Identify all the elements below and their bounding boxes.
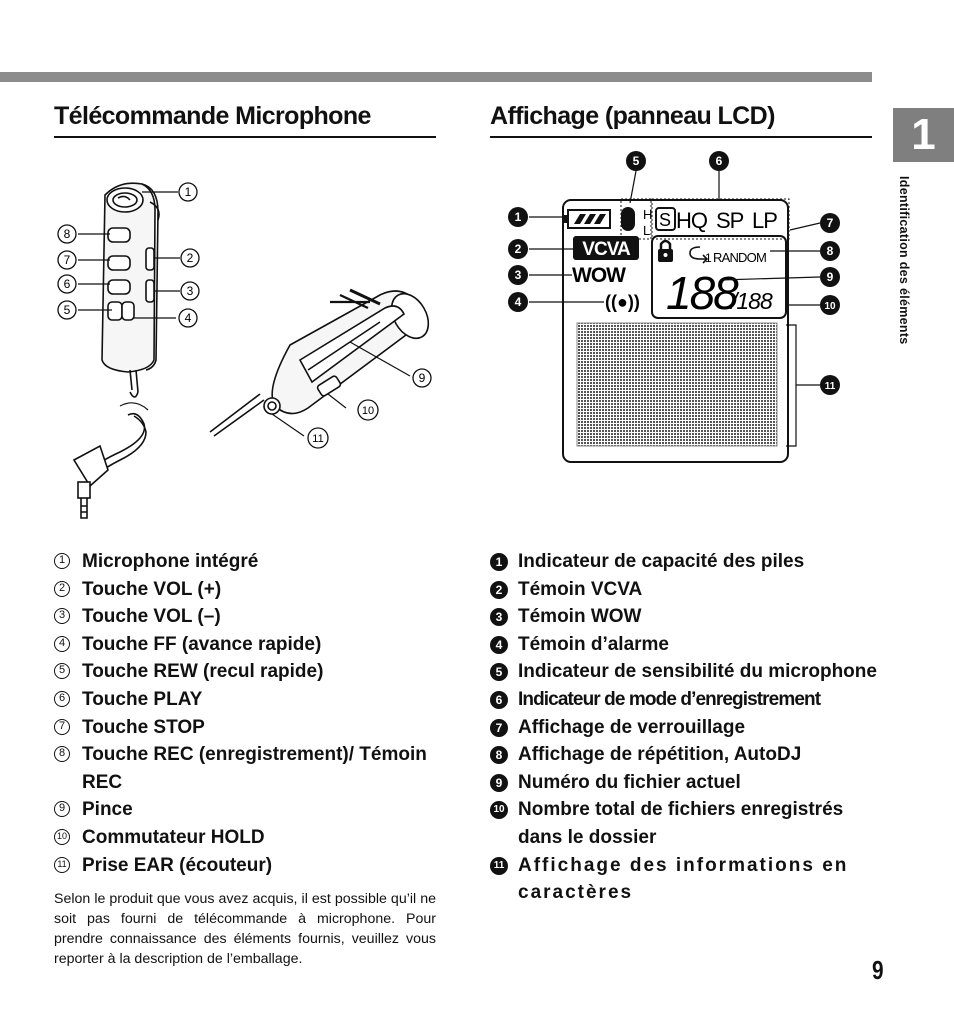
svg-text:11: 11 — [824, 381, 836, 392]
lcd-callout-6 — [709, 151, 729, 171]
svg-text:4: 4 — [514, 295, 522, 309]
lcd-callout-3 — [508, 265, 528, 285]
svg-text:7: 7 — [63, 253, 71, 267]
vol-up-shape — [146, 248, 154, 270]
svg-text:2: 2 — [186, 251, 194, 265]
callout-2 — [181, 249, 199, 267]
svg-text:6: 6 — [63, 277, 71, 291]
list-item: 3 Témoin WOW — [490, 603, 880, 631]
remote-cable — [130, 370, 138, 392]
list-item: 8 Affichage de répétition, AutoDJ — [490, 741, 880, 769]
svg-text:5: 5 — [63, 303, 71, 317]
svg-text:3: 3 — [186, 284, 194, 298]
list-item: 7 Affichage de verrouillage — [490, 714, 880, 742]
svg-text:4: 4 — [184, 311, 192, 325]
svg-text:HQ: HQ — [676, 208, 707, 233]
callout-10 — [358, 400, 378, 420]
svg-text:8: 8 — [826, 244, 834, 258]
lcd-callout-7 — [820, 213, 840, 233]
heading-rule-right — [490, 136, 872, 138]
ear-jack-shape — [264, 398, 280, 414]
page-number: 9 — [872, 955, 884, 985]
availability-note: Selon le produit que vous avez acquis, il est possible qu’il ne soit pas fourni de télécommande à microphone. Pour prendre connaissance des éléments fournis, veuillez vous reporter à la description de l’emballage. — [54, 891, 436, 967]
lcd-panel-illustration — [500, 145, 860, 470]
svg-text:6: 6 — [715, 154, 723, 168]
heading-rule-left — [54, 136, 436, 138]
lcd-callout-1 — [508, 207, 528, 227]
svg-text:9: 9 — [418, 371, 426, 385]
remote-mic-heading: Télécommande Microphone — [54, 102, 371, 130]
svg-text:LP: LP — [752, 208, 777, 233]
callout-11 — [308, 428, 328, 448]
list-item: 4 Témoin d’alarme — [490, 631, 880, 659]
alarm-indicator: ((●)) — [605, 292, 640, 312]
rec-button-shape — [108, 228, 130, 242]
list-item: 9 Pince — [54, 796, 454, 824]
svg-text:11: 11 — [312, 433, 324, 445]
callout-3 — [181, 282, 199, 300]
lcd-callout-10 — [820, 295, 840, 315]
svg-text:1: 1 — [514, 210, 522, 224]
remote-plug — [74, 446, 108, 486]
lcd-heading: Affichage (panneau LCD) — [490, 102, 775, 130]
callout-9 — [413, 369, 431, 387]
lcd-callout-11 — [820, 375, 840, 395]
svg-text:10: 10 — [361, 405, 375, 417]
vol-down-shape — [146, 280, 154, 302]
stop-button-shape — [108, 256, 130, 270]
svg-text:1: 1 — [184, 185, 192, 199]
svg-text:2: 2 — [514, 242, 522, 256]
svg-text:10: 10 — [824, 301, 836, 312]
svg-text:S: S — [659, 210, 672, 230]
remote-parts-list — [54, 548, 454, 879]
lcd-callout-5 — [626, 151, 646, 171]
svg-text:9: 9 — [826, 270, 834, 284]
list-item: 2 Touche VOL (+) — [54, 576, 454, 604]
svg-text:SP: SP — [716, 208, 744, 233]
list-item: 5 Touche REW (recul rapide) — [54, 658, 454, 686]
list-item: 6 Indicateur de mode d’enregistrement — [490, 686, 880, 714]
list-item: 11 Prise EAR (écouteur) — [54, 852, 454, 880]
list-item: 2 Témoin VCVA — [490, 576, 880, 604]
list-item: 10 Nombre total de fichiers enregistrés dans le dossier — [490, 796, 880, 851]
list-item: 6 Touche PLAY — [54, 686, 454, 714]
rew-button-shape — [108, 302, 122, 320]
svg-text:5: 5 — [632, 154, 640, 168]
callout-5 — [58, 301, 76, 319]
callout-7 — [58, 251, 76, 269]
section-side-label: Identification des éléments — [897, 176, 911, 345]
svg-text:VCVA: VCVA — [582, 239, 630, 260]
svg-text:1: 1 — [705, 251, 712, 265]
svg-text:H: H — [643, 207, 653, 222]
random-indicator: RANDOM — [713, 250, 766, 265]
list-item: 1 Indicateur de capacité des piles — [490, 548, 880, 576]
svg-text:7: 7 — [826, 216, 834, 230]
list-item: 7 Touche STOP — [54, 714, 454, 742]
battery-indicator — [564, 210, 610, 228]
lcd-callout-4 — [508, 292, 528, 312]
callout-1 — [179, 183, 197, 201]
top-bar — [0, 72, 872, 82]
dot-matrix-display — [577, 323, 777, 446]
current-file-number: 188 — [666, 267, 737, 319]
list-item: 3 Touche VOL (–) — [54, 603, 454, 631]
wow-indicator: WOW — [572, 264, 625, 287]
remote-mic-illustration — [50, 170, 450, 530]
callout-4 — [179, 309, 197, 327]
ff-button-shape — [122, 302, 134, 320]
svg-text:L: L — [643, 223, 651, 238]
lcd-parts-list — [490, 548, 880, 907]
chapter-tab: 1 — [893, 108, 954, 162]
list-item: 1 Microphone intégré — [54, 548, 454, 576]
callout-8 — [58, 225, 76, 243]
svg-text:8: 8 — [63, 227, 71, 241]
svg-text:3: 3 — [514, 268, 522, 282]
vcva-indicator — [573, 236, 639, 260]
lcd-callout-9 — [820, 267, 840, 287]
list-item: 5 Indicateur de sensibilité du microphone — [490, 658, 880, 686]
lcd-callout-8 — [820, 241, 840, 261]
list-item: 10 Commutateur HOLD — [54, 824, 454, 852]
callout-6 — [58, 275, 76, 293]
total-file-count: /188 — [731, 288, 772, 314]
list-item: 9 Numéro du fichier actuel — [490, 769, 880, 797]
list-item: 11 Affichage des informations en caractères — [490, 852, 880, 907]
lcd-callout-2 — [508, 239, 528, 259]
list-item: 4 Touche FF (avance rapide) — [54, 631, 454, 659]
list-item: 8 Touche REC (enregistrement)/ Témoin REC — [54, 741, 454, 796]
play-button-shape — [108, 280, 130, 294]
